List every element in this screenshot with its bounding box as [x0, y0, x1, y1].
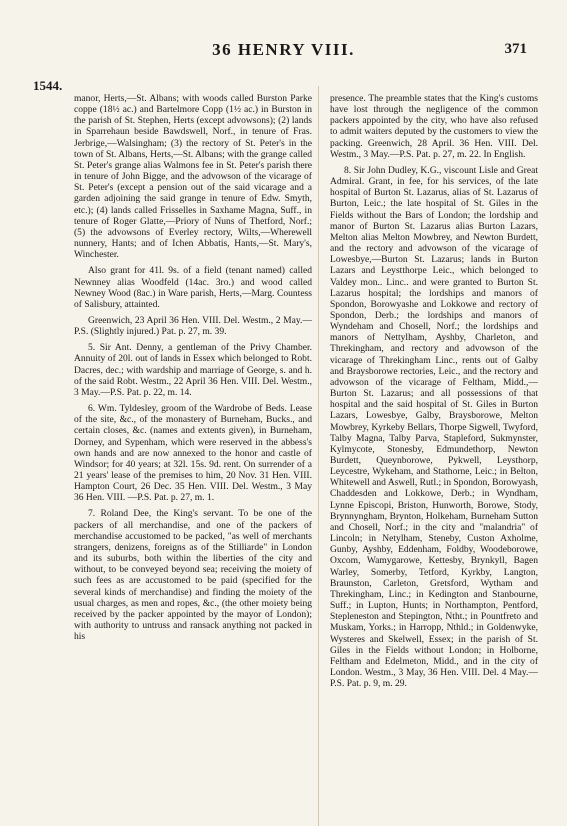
- entry-paragraph: 6. Wm. Tyldesley, groom of the Wardrobe of Beds. Lease of the site, &c., of the monastery of Burneham, Bucks., and certain closes, &c. (names and extents given), in Burneham, Dorney, and Sypenham, which were reserved in the abbess's own hands and are now annexed to the honor and castle of Windsor; for 40 years; at 32l. 15s. 9d. rent. On surrender of a 21 years' lease of the premises to him, 20 Nov. 31 Hen. VIII. Hampton Court, 26 Dec. 35 Hen. VIII. Del. Westm., 3 May 36 Hen. VIII. —P.S. Pat. p. 27, m. 1.: [74, 403, 312, 504]
- entry-paragraph: 7. Roland Dee, the King's servant. To be one of the packers of all merchandise, and one of the packers of merchandise accustomed to be packed, "as well of merchants strangers, denizens, foreigns as of the Stilliarde" in London and its suburbs, both within the liberties of the city and without, to be conveyed beyond sea; receiving the moiety of such fees as are accustomed to be paid (specified for the several kinds of merchandise) and finding the moiety of the usual charges, as men and ropes, &c., (the other moiety being received by the packer appointed by the mayor of London); with authority to untruss and ransack anything not packed in his: [74, 508, 312, 643]
- entry-paragraph: Greenwich, 23 April 36 Hen. VIII. Del. Westm., 2 May.—P.S. (Slightly injured.) Pat. p. 27, m. 39.: [74, 314, 312, 338]
- entry-paragraph: 8. Sir John Dudley, K.G., viscount Lisle and Great Admiral. Grant, in fee, for his services, of the late hospital of Burton St. Lazarus, alias of St. Lazarus of Burton, Leic.; the late hospital of St. Giles in the Fields without the Bars of London; the lordship and manor of Burton St. Lazarus alias Burton Lazars, Melton alias Melton Mowbrey, and Newton Burdett, and the rectory and advowson of the vicarage of Lowesbye,—Burton St. Lazarus; lands in Burton Lazars and Leystthorpe Leic., which belonged to Valdey mon.. Linc.. and were granted to Burton St. Lazarus hospital; the lordships and manors of Spondon, Borowyashe and Lokkowe and rectory of Spondon, Derb.; the lordships and manors of Wyndeham and Chosell, Norf.; the lordships and manors of Nettylham, Ayshby, Charleton, and Threkingham, and rectory and advowson of the vicarage of Threkingham Linc., rents out of Galby and Braysborowe rectories, Leic., and the rectory and advowson of the vicarage of Feltham, Midd.,—Burton St. Lazarus; and all possessions of that hospital and the said hospital of St. Giles in Burton Lazars, Lowesbye, Galby, Braysborowe, Melton Mowbrey, Kyrkeby Bellars, Thorpe Sigwell, Twyford, Talby Magna, Talby Parva, Stapleford, Sukmynster, Kylmycote, Stonesby, Edmundethorp, Newton Burdett, Queynborowe, Pykwell, Leysthorp, Leycestre, Wykeham, and Stathorne, Leic.; in Belton, Whitewell and Aswell, Rutl.; in Spondon, Borowyash, Chaddesden and Lokkowe, Derb.; in Wyndham, Lynne Episcopi, Briston, Hunworth, Borowe, Stody, Brynnyngham, Brynton, Holkeham, Burneham Sutton and Chosell, Norf.; in the city and "malandria" of Lincoln; in Netylham, Steneby, Custon Axholme, Gunby, Ayshby, Eddenham, Foldby, Woodeborowe, Oxcom, Wamygarowe, Kettesby, Brynkyll, Bagen Warley, Somerby, Tetford, Kyrkby, Langton, Braunston, Carleton, Gretsford, Wytham and Threkingham, Linc.; in Kedington and Stanbourne, Suff.; in Lupton, Hunts; in Northampton, Pentford, Stepleneston and Stepington, Ntht.; in Pountfreto and Muskam, Yorks.; in Harropp, Nthld.; in Goldenwyke, Wysteres and Skelwell, Essex; in the parish of St. Giles in the Fields without London; in Holborne, Feltham and Edelmeton, Midd., and in the city of London. Westm., 3 May, 36 Hen. VIII. Del. 4 May.—P.S. Pat. p. 9, m. 29.: [330, 164, 538, 690]
- entry-paragraph: manor, Herts,—St. Albans; with woods called Burston Parke coppe (18½ ac.) and Bartelmore Copp (1½ ac.) in Burston in the parish of St. Stephen, Herts (except advowsons); (2) lands in Sparrehaun beside Bawdswell, Norf., in tenure of Fras. Jerbrige,—Walsingham; (3) the rectory of St. Peter's in the town of St. Albans, Herts,—St. Albans; with the grange called St. Peter's grange alias Walmons fee in St. Peter's parish there in tenure of John Bigge, and the advowson of the vicarage of St. Peter's (except a pension out of the said vicarage and a garden adjoining the said grange in tenure of Edw. Smyth, etc.); (4) lands called Frisselles in Saxhame Magna, Suff., in tenure of Roger Glatte,—Priory of Nuns of Thetford, Norf.; (5) the advowsons of Everley rectory, Wilts,—Wherewell nunnery, Hants; and of Ichen Abbatis, Hants,—St. Mary's, Winchester.: [74, 93, 312, 261]
- entry-paragraph: Also grant for 41l. 9s. of a field (tenant named) called Newnney alias Woodfeld (14ac. 3ro.) and wood called Newney Wood (8ac.) in Ware parish, Herts,—Marg. Countess of Salisbury, attainted.: [74, 265, 312, 310]
- column-divider: [318, 86, 319, 826]
- page-header: [0, 40, 567, 62]
- page-number: 371: [504, 41, 527, 57]
- entry-paragraph: presence. The preamble states that the King's customs have lost through the negligence of the common packers appointed by the city, who have also refused to admit waiters deputed by the customers to view the packing. Greenwich, 28 April. 36 Hen. VIII. Del. Westm., 3 May.—P.S. Pat. p. 27, m. 22. In English.: [330, 93, 538, 160]
- running-title: 36 HENRY VIII.: [212, 40, 355, 59]
- year-marginal: 1544.: [33, 78, 63, 93]
- entry-paragraph: 5. Sir Ant. Denny, a gentleman of the Privy Chamber. Annuity of 20l. out of lands in Essex which belonged to Robt. Dacres, dec.; with wardship and marriage of George, s. and h. of the said Robt. Westm., 22 April 36 Hen. VIII. Del. Westm., 3 May.—P.S. Pat. p. 22, m. 14.: [74, 342, 312, 398]
- left-column: [74, 93, 312, 813]
- right-column: [330, 93, 538, 813]
